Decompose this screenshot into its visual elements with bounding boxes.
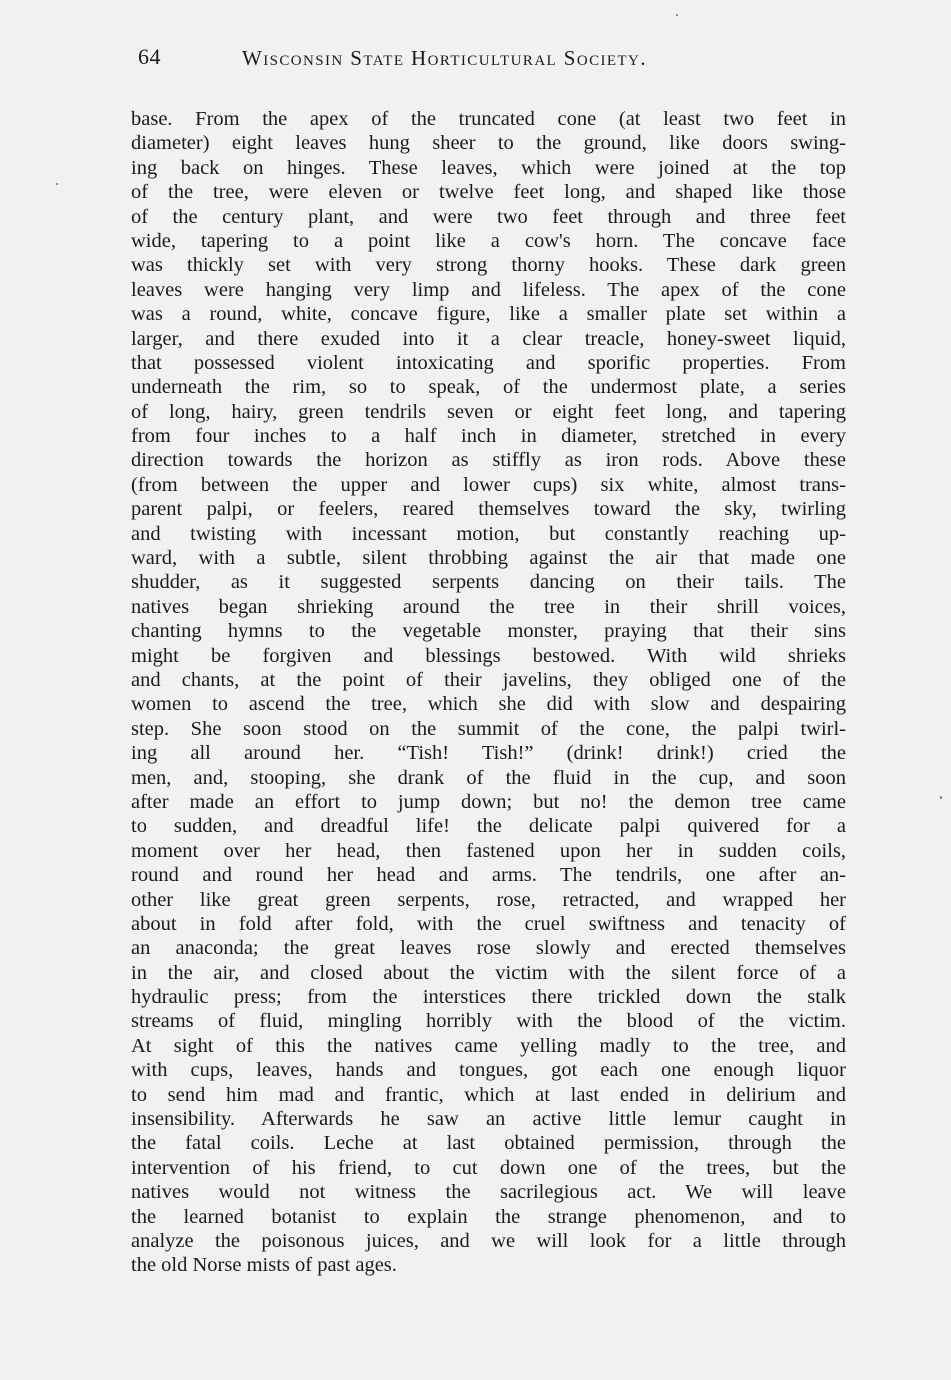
text-line: natives began shrieking around the tree in their shrill voices,	[131, 595, 846, 618]
text-line: streams of fluid, mingling horribly with the blood of the victim.	[131, 1010, 846, 1033]
text-line: might be forgiven and blessings bestowed. With wild shrieks	[131, 644, 846, 667]
text-line: shudder, as it suggested serpents dancing on their tails. The	[131, 571, 846, 594]
text-line: insensibility. Afterwards he saw an active little lemur caught in	[131, 1108, 846, 1131]
text-line: of the tree, were eleven or twelve feet long, and shaped like those	[131, 181, 846, 204]
text-line: the fatal coils. Leche at last obtained permission, through the	[131, 1132, 846, 1155]
text-line: with cups, leaves, hands and tongues, got each one enough liquor	[131, 1059, 846, 1082]
scan-speck	[56, 183, 58, 185]
text-line: leaves were hanging very limp and lifeless. The apex of the cone	[131, 278, 846, 301]
text-line: in the air, and closed about the victim with the silent force of a	[131, 961, 846, 984]
text-line: and twisting with incessant motion, but constantly reaching up-	[131, 522, 846, 545]
body-text	[131, 107, 846, 1278]
text-line: larger, and there exuded into it a clear treacle, honey-sweet liquid,	[131, 327, 846, 350]
text-line: was thickly set with very strong thorny hooks. These dark green	[131, 254, 846, 277]
text-line: and chants, at the point of their javelins, they obliged one of the	[131, 668, 846, 691]
journal-title: Wisconsin State Horticultural Society.	[242, 46, 647, 70]
text-line: parent palpi, or feelers, reared themselves toward the sky, twirling	[131, 498, 846, 521]
text-line: diameter) eight leaves hung sheer to the ground, like doors swing-	[131, 132, 846, 155]
text-line: At sight of this the natives came yelling madly to the tree, and	[131, 1034, 846, 1057]
running-head	[138, 40, 848, 76]
text-line: natives would not witness the sacrilegious act. We will leave	[131, 1181, 846, 1204]
text-line: after made an effort to jump down; but no! the demon tree came	[131, 790, 846, 813]
text-line: hydraulic press; from the interstices there trickled down the stalk	[131, 986, 846, 1009]
text-line: ing back on hinges. These leaves, which were joined at the top	[131, 156, 846, 179]
text-line: wide, tapering to a point like a cow's horn. The concave face	[131, 229, 846, 252]
text-line: ward, with a subtle, silent throbbing against the air that made one	[131, 547, 846, 570]
text-line: from four inches to a half inch in diameter, stretched in every	[131, 425, 846, 448]
text-line: direction towards the horizon as stiffly as iron rods. Above these	[131, 449, 846, 472]
text-line: that possessed violent intoxicating and sporific properties. From	[131, 351, 846, 374]
text-line: men, and, stooping, she drank of the fluid in the cup, and soon	[131, 766, 846, 789]
text-line: round and round her head and arms. The tendrils, one after an-	[131, 864, 846, 887]
text-line: was a round, white, concave figure, like a smaller plate set within a	[131, 303, 846, 326]
text-line: other like great green serpents, rose, retracted, and wrapped her	[131, 888, 846, 911]
text-line: intervention of his friend, to cut down one of the trees, but the	[131, 1156, 846, 1179]
text-line: women to ascend the tree, which she did with slow and despairing	[131, 693, 846, 716]
text-line: the learned botanist to explain the strange phenomenon, and to	[131, 1205, 846, 1228]
text-line: chanting hymns to the vegetable monster, praying that their sins	[131, 620, 846, 643]
text-line: analyze the poisonous juices, and we will look for a little through	[131, 1229, 846, 1252]
text-line: moment over her head, then fastened upon her in sudden coils,	[131, 839, 846, 862]
text-line: to send him mad and frantic, which at last ended in delirium and	[131, 1083, 846, 1106]
text-line: step. She soon stood on the summit of the cone, the palpi twirl-	[131, 717, 846, 740]
scan-speck	[676, 14, 678, 16]
text-line: (from between the upper and lower cups) six white, almost trans-	[131, 473, 846, 496]
text-line: base. From the apex of the truncated cone (at least two feet in	[131, 108, 846, 130]
text-line: about in fold after fold, with the cruel swiftness and tenacity of	[131, 912, 846, 935]
text-line: of the century plant, and were two feet through and three feet	[131, 205, 846, 228]
page-number: 64	[138, 44, 161, 69]
scan-speck	[940, 796, 942, 799]
text-line: ing all around her. “Tish! Tish!” (drink! drink!) cried the	[131, 742, 846, 765]
text-line: underneath the rim, so to speak, of the undermost plate, a series	[131, 376, 846, 399]
text-line: to sudden, and dreadful life! the delicate palpi quivered for a	[131, 815, 846, 838]
text-line: of long, hairy, green tendrils seven or eight feet long, and tapering	[131, 400, 846, 423]
text-line: an anaconda; the great leaves rose slowly and erected themselves	[131, 937, 846, 960]
text-line-last: the old Norse mists of past ages.	[131, 1254, 397, 1277]
